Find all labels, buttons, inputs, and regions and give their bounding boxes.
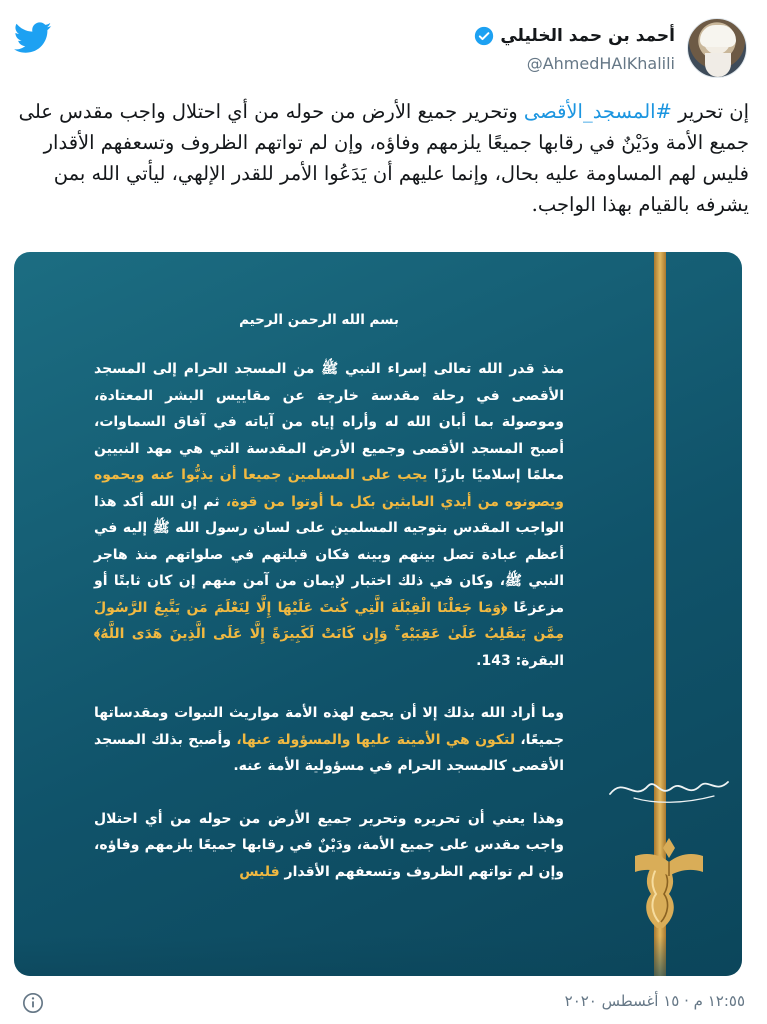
p3-text-a: وهذا يعني أن تحريره وتحرير جميع الأرض من حوله من أي احتلال واجب مقدس على جميع الأمة، ودَيْنٌ في رقابها جميعًا يلزمهم وفاؤه، وإن لم تواتهم الظروف وتسعفهم الأقدار: [94, 810, 564, 880]
p2-text-b: وأصبح بذلك المسجد الأقصى كالمسجد الحرام في مسؤولية الأمة عنه.: [94, 731, 564, 774]
tweet-text: [14, 96, 749, 220]
tweet-text-after: وتحرير جميع الأرض من حوله من أي احتلال واجب مقدس على جميع الأمة ودَيْنٌ في رقابها جميعًا يلزمهم وفاؤه، وإن لم تواتهم الظروف وتسعفهم الأقدار فليس لهم المساومة عليه بحال، وإنما عليهم أن يَدَعُوا الأمر للقدر الإلهي، ليأتي الله بمن يشرفه بالقيام بهذا الواجب.: [18, 100, 749, 216]
author-avatar[interactable]: [687, 18, 747, 78]
p1-reference: البقرة: 143.: [476, 652, 564, 669]
verified-badge-icon: [474, 26, 494, 46]
signature-icon: [604, 768, 734, 810]
p2-highlight: لتكون هي الأمينة عليها والمسؤولة عنها،: [236, 731, 515, 748]
open-book-emblem-icon: [629, 834, 709, 880]
tweet-timestamp[interactable]: ١٢:٥٥ م · ١٥ أغسطس ٢٠٢٠: [564, 992, 745, 1010]
hashtag-link[interactable]: #المسجد_الأقصى: [523, 100, 672, 123]
p1-highlight: يجب على المسلمين جميعا أن يذبُّوا عنه ويحموه ويصونوه من أيدي العابثين بكل ما أوتوا من قوة،: [94, 467, 565, 510]
info-icon[interactable]: [22, 992, 44, 1014]
p1-quran-quote: ﴿وَمَا جَعَلْنَا الْقِبْلَةَ الَّتِي كُنتَ عَلَيْهَا إِلَّا لِنَعْلَمَ مَن يَتَّبِعُ الرَّسُولَ مِمَّن يَنقَلِبُ عَلَىٰ عَقِبَيْهِ ۚ وَإِن كَانَتْ لَكَبِيرَةً إِلَّا عَلَى الَّذِينَ هَدَى اللَّهُ﴾: [94, 599, 564, 642]
tweet-header: [0, 10, 767, 90]
tweet-image-card[interactable]: [14, 252, 742, 976]
author-name-row[interactable]: [474, 26, 675, 46]
card-body-text: [94, 356, 564, 911]
p1-text-a: منذ قدر الله تعالى إسراء النبي ﷺ من المسجد الحرام إلى المسجد الأقصى في رحلة مقدسة خارجة عن مقاييس البشر المعتادة، وموصولة بما أبان الله له وأراه إياه من آياته في آفاق السماوات، أصبح المسجد الأقصى وجميع الأرض المقدسة التي هي مهد النبيين معلمًا إسلاميًا بارزًا: [94, 361, 564, 483]
basmala-heading: بسم الله الرحمن الرحيم: [239, 312, 399, 328]
tweet-text-before: إن تحرير: [671, 100, 749, 123]
avatar-beard: [705, 53, 731, 77]
author-display-name[interactable]: أحمد بن حمد الخليلي: [500, 26, 675, 46]
p1-text-b: ثم إن الله أكد هذا الواجب المقدس بتوجيه المسلمين على لسان رسول الله ﷺ إليه في أعظم عبادة تصل بينهم وبينه فكان قبلتهم في صلواتهم منذ هاجر النبي ﷺ، وكان في ذلك اختبار لإيمان من آمن منهم إن كان ثابتًا أو مزعزعًا: [94, 493, 564, 616]
p3-highlight: فليس: [239, 863, 280, 880]
card-bottom-fade: [14, 936, 742, 976]
twitter-bird-icon[interactable]: [14, 22, 52, 54]
card-paragraph-3: [94, 806, 564, 886]
p2-text-a: وما أراد الله بذلك إلا أن يجمع لهذه الأمة مواريث النبوات ومقدساتها جميعًا،: [94, 705, 564, 748]
avatar-turban: [700, 25, 736, 47]
card-paragraph-1: [94, 356, 564, 674]
tweet-footer: [0, 986, 767, 1020]
card-paragraph-2: [94, 700, 564, 780]
author-handle[interactable]: @AhmedHAlKhalili: [526, 54, 675, 73]
